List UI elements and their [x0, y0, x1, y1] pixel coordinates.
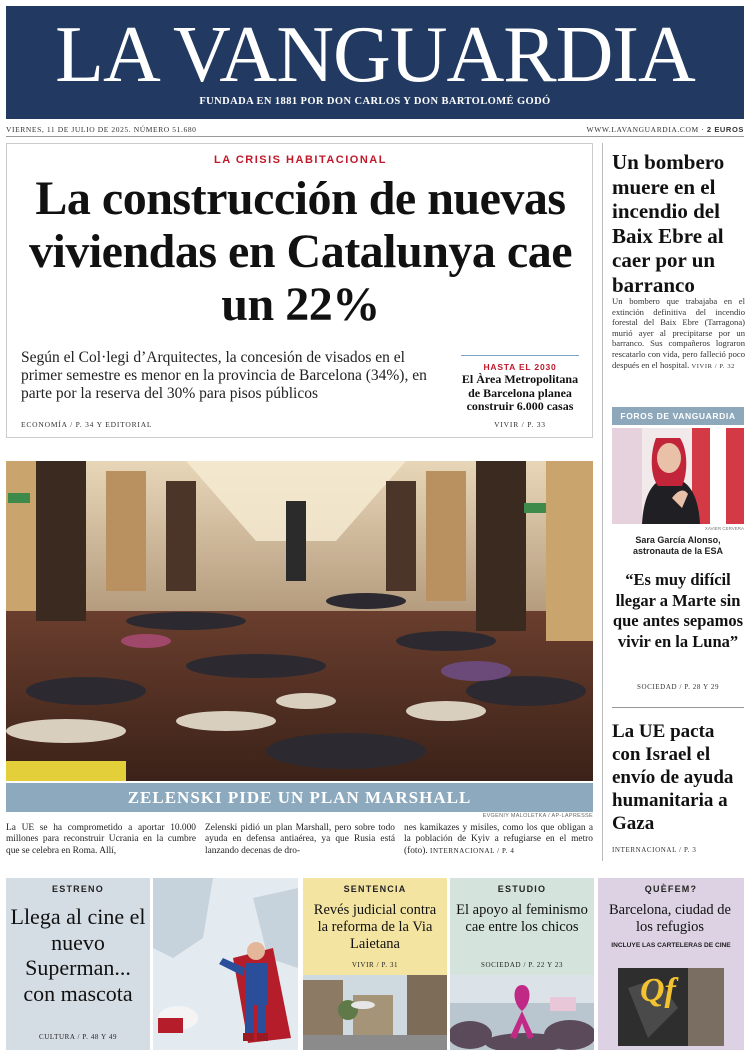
- side-kicker: HASTA EL 2030: [483, 362, 557, 372]
- lead-headline[interactable]: La construcción de nuevas viviendas en Catalunya cae un 22%: [28, 172, 573, 331]
- photo-illustration: [6, 461, 593, 781]
- photo-caption-bar: [6, 783, 593, 812]
- promo-superman-photo[interactable]: [153, 878, 298, 1050]
- promo-via-laietana[interactable]: [303, 878, 447, 1050]
- dateline: VIERNES, 11 DE JULIO DE 2025. NÚMERO 51.680: [6, 125, 197, 134]
- march-photo: [450, 975, 594, 1050]
- promo-headline: Revés judicial contra la reforma de la Via Laietana: [313, 902, 437, 952]
- promo-label: SENTENCIA: [343, 884, 407, 894]
- metro-shelter-photo[interactable]: [6, 461, 593, 781]
- masthead-divider: [6, 136, 744, 137]
- promo-page-ref: SOCIEDAD / P. 22 Y 23: [480, 961, 564, 969]
- promo-subline: INCLUYE LAS CARTELERAS DE CINE: [611, 942, 731, 949]
- photo-caption: ZELENSKI PIDE UN PLAN MARSHALL: [127, 788, 472, 807]
- promo-quefem[interactable]: [598, 878, 744, 1050]
- promo-label: ESTUDIO: [497, 884, 547, 894]
- march-illustration: [450, 975, 594, 1050]
- lead-kicker: LA CRISIS HABITACIONAL: [214, 154, 387, 166]
- interview-quote[interactable]: “Es muy difícil llegar a Marte sin que antes sepamos vivir en la Luna”: [612, 570, 744, 651]
- column-divider: [602, 143, 603, 861]
- foros-photo-credit: XAVIER CERVERA: [704, 526, 744, 531]
- interviewee-name: Sara García Alonso, astronauta de la ESA: [632, 535, 724, 556]
- lead-page-ref: ECONOMÍA / P. 34 Y EDITORIAL: [21, 420, 153, 429]
- promo-headline: Barcelona, ciudad de los refugios: [609, 902, 731, 935]
- masthead: [6, 6, 744, 119]
- superman-illustration: [153, 878, 298, 1050]
- quefem-magazine-cover: [618, 968, 724, 1046]
- promo-headline: El apoyo al feminismo cae entre los chicos: [456, 902, 588, 935]
- promo-label: ESTRENO: [52, 884, 104, 894]
- foros-page-ref: SOCIEDAD / P. 28 Y 29: [636, 683, 720, 691]
- foros-banner: [612, 407, 744, 425]
- promo-label: QUÈFEM?: [644, 884, 698, 894]
- bombero-headline[interactable]: Un bombero muere en el incendio del Baix Ebre al caer por un barranco: [612, 150, 725, 297]
- bombero-body: [612, 296, 745, 372]
- price: 2 EUROS: [706, 125, 744, 134]
- street-photo: [303, 975, 447, 1050]
- side-page-ref: VIVIR / P. 33: [494, 420, 546, 429]
- right-divider: [612, 707, 744, 708]
- street-illustration: [303, 975, 447, 1050]
- gaza-page-ref: INTERNACIONAL / P. 3: [612, 846, 697, 854]
- promo-headline: Llega al cine el nuevo Superman... con mascota: [10, 904, 146, 1006]
- founding-line: FUNDADA EN 1881 POR DON CARLOS Y DON BARTOLOMÉ GODÓ: [199, 96, 551, 107]
- promo-page-ref: CULTURA / P. 48 Y 49: [38, 1033, 118, 1041]
- astronaut-illustration: [612, 428, 744, 524]
- promo-page-ref: VIVIR / P. 31: [351, 961, 399, 969]
- photo-text-col-3-body: nes kamikazes y misiles, como los que obligan a la población de Kyiv a refugiarse en el metro (foto).: [404, 823, 593, 856]
- photo-credit: EVGENIY MALOLETKA / AP-LAPRESSE: [482, 813, 593, 819]
- promo-feminismo[interactable]: [450, 878, 594, 1050]
- photo-text-col-1: La UE se ha comprometido a aportar 10.000 millones para reconstruir Ucrania en la cumbre que se celebra en Roma. Allí,: [6, 823, 196, 856]
- lead-deck: Según el Col·legi d’Arquitectes, la concesión de visados en el primer semestre es menor en la provincia de Barcelona (34%), en parte por la reserva del 30% para pisos públicos: [21, 349, 427, 402]
- website-link[interactable]: WWW.LAVANGUARDIA.COM: [586, 125, 699, 134]
- foros-label: FOROS DE VANGUARDIA: [620, 411, 736, 421]
- astronaut-photo[interactable]: [612, 428, 744, 524]
- quefem-logo: Qf: [640, 972, 676, 1009]
- bombero-body-text: Un bombero que trabajaba en el extinción definitiva del incendio forestal del Baix Ebre (Tarragona) murió ayer al precipitarse por un barranco. Sus compañeros lograron rescatarlo con vida, pero falleció poco después en el hospital.: [612, 296, 745, 370]
- side-rule: [461, 355, 579, 356]
- gaza-headline[interactable]: La UE pacta con Israel el envío de ayuda humanitaria a Gaza: [612, 721, 734, 834]
- photo-page-ref: INTERNACIONAL / P. 4: [430, 846, 515, 855]
- web-price-line: WWW.LAVANGUARDIA.COM · 2 EUROS: [586, 125, 744, 134]
- side-headline[interactable]: El Àrea Metropolitana de Barcelona planea construir 6.000 casas: [461, 372, 579, 413]
- newspaper-title: LA VANGUARDIA: [55, 11, 695, 99]
- promo-superman[interactable]: [6, 878, 150, 1050]
- bombero-page-ref: VIVIR / P. 32: [691, 362, 736, 370]
- photo-text-col-2: Zelenski pidió un plan Marshall, pero sobre todo ayuda en defensa antiaérea, ya que Rusia está lanzando decenas de dro-: [205, 823, 395, 856]
- photo-text-col-3: [404, 823, 593, 857]
- lead-story[interactable]: [6, 143, 593, 438]
